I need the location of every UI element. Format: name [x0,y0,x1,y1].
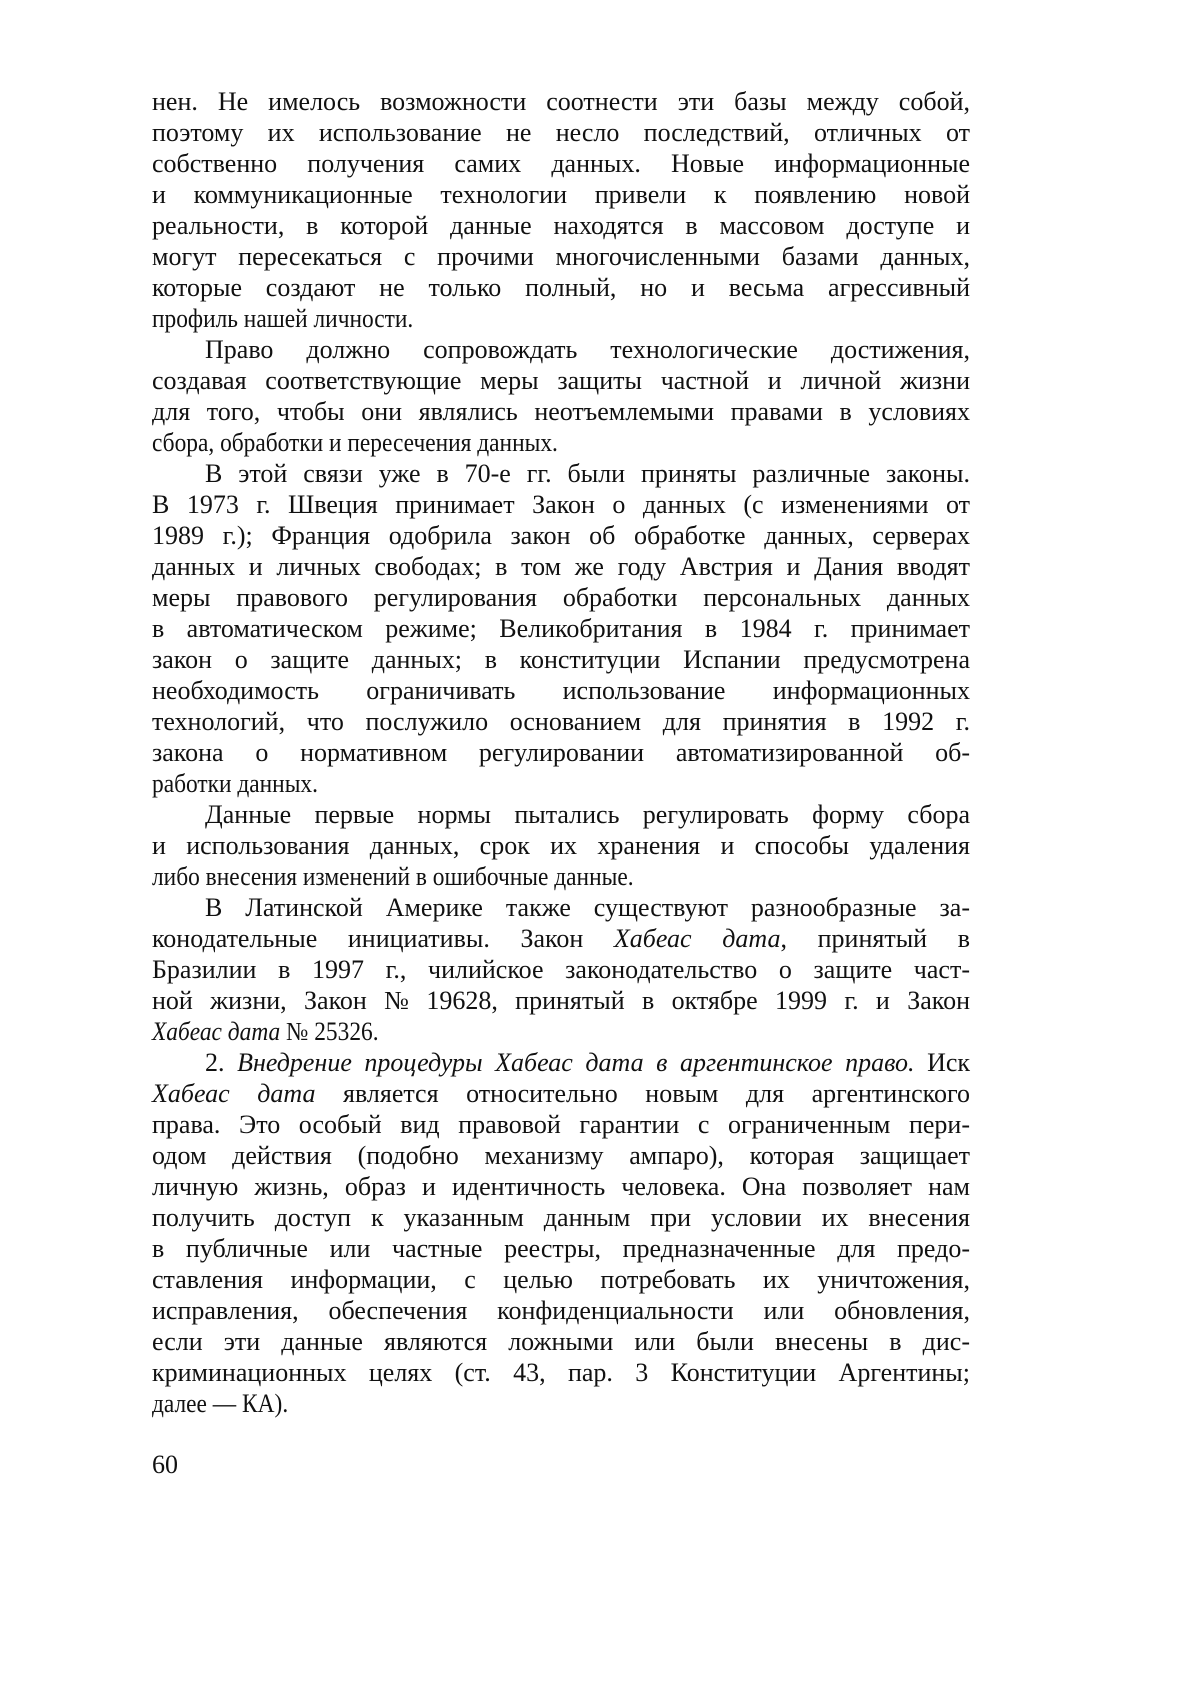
paragraph [152,892,970,1047]
line-content [152,148,970,179]
text-line [152,1357,970,1388]
line-content [152,210,970,241]
italic-text: Хабеас дата [152,1079,315,1108]
line-content [152,117,970,148]
line-content [152,861,634,892]
line-content [205,892,970,923]
text-segment: получить доступ к указанным данным при условии их внесения [152,1203,970,1232]
text-line [152,799,970,830]
text-segment: в автоматическом режиме; Великобритания в 1984 г. принимает [152,614,970,643]
line-content [152,923,970,954]
text-segment: необходимость ограничивать использование информационных [152,676,970,705]
text-line [152,458,970,489]
text-segment: , принятый в [781,924,971,953]
line-content [152,1264,970,1295]
italic-text: Хабеас дата [614,924,781,953]
text-segment: работки данных. [152,769,318,798]
line-content [152,489,970,520]
text-line [152,1233,970,1264]
text-segment: сбора, обработки и пересечения данных. [152,428,558,457]
line-content [152,768,318,799]
line-content [152,241,970,272]
line-content [152,179,970,210]
line-content [152,1016,379,1047]
text-segment: могут пересекаться с прочими многочисленными базами данных, [152,242,970,271]
line-content [205,458,970,489]
text-line [152,303,970,334]
text-line [152,892,970,923]
text-segment: ной жизни, Закон № 19628, принятый в октябре 1999 г. и Закон [152,986,970,1015]
text-line [152,613,970,644]
text-segment: 1989 г.); Франция одобрила закон об обработке данных, серверах [152,521,970,550]
text-line [152,1109,970,1140]
line-content [152,551,970,582]
text-line [152,1388,970,1419]
text-line [152,1171,970,1202]
line-content [152,1295,970,1326]
text-line [152,551,970,582]
text-segment: собственно получения самих данных. Новые информационные [152,149,970,178]
text-segment: конодательные инициативы. Закон [152,924,614,953]
line-content [152,396,970,427]
text-segment: исправления, обеспечения конфиденциальности или обновления, [152,1296,970,1325]
text-line [152,954,970,985]
text-segment: реальности, в которой данные находятся в массовом доступе и [152,211,970,240]
paragraph [152,86,970,334]
text-segment: права. Это особый вид правовой гарантии с ограниченным пери- [152,1110,970,1139]
text-segment: нен. Не имелось возможности соотнести эти базы между собой, [152,87,970,116]
text-segment: личную жизнь, образ и идентичность человека. Она позволяет нам [152,1172,970,1201]
text-segment: и коммуникационные технологии привели к появлению новой [152,180,970,209]
text-segment: является относительно новым для аргентинского [315,1079,970,1108]
line-content [152,1326,970,1357]
text-segment: и использования данных, срок их хранения и способы удаления [152,831,970,860]
italic-text: Внедрение процедуры Хабеас дата в аргентинское право. [237,1048,914,1077]
text-segment: меры правового регулирования обработки персональных данных [152,583,970,612]
line-content [152,365,970,396]
paragraph [152,458,970,799]
text-segment: в публичные или частные реестры, предназначенные для предо- [152,1234,970,1263]
text-segment: № 25326. [280,1017,378,1046]
line-content [152,1140,970,1171]
text-segment: для того, чтобы они являлись неотъемлемыми правами в условиях [152,397,970,426]
line-content [152,1109,970,1140]
text-line [152,644,970,675]
text-segment: Иск [915,1048,971,1077]
text-line [152,148,970,179]
text-line [152,1264,970,1295]
line-content [152,830,970,861]
text-line [152,985,970,1016]
line-content [152,1357,970,1388]
line-content [152,1233,970,1264]
text-line [152,923,970,954]
text-line [152,272,970,303]
line-content [152,86,970,117]
text-segment: далее — КА). [152,1389,288,1418]
text-segment: закона о нормативном регулировании автоматизированной об- [152,738,970,767]
paragraph [152,334,970,458]
text-line [152,427,970,458]
text-segment: профиль нашей личности. [152,304,413,333]
text-line [152,1047,970,1078]
text-segment: которые создают не только полный, но и весьма агрессивный [152,273,970,302]
text-segment: ставления информации, с целью потребовать их уничтожения, [152,1265,970,1294]
text-segment: В этой связи уже в 70-е гг. были приняты различные законы. [205,459,970,488]
line-content [152,985,970,1016]
line-content [152,954,970,985]
text-segment: Бразилии в 1997 г., чилийское законодательство о защите част- [152,955,970,984]
text-segment: 2. [205,1048,237,1077]
line-content [152,706,970,737]
text-line [152,489,970,520]
text-line [152,737,970,768]
text-line [152,706,970,737]
paragraph [152,1047,970,1419]
text-line [152,1202,970,1233]
line-content [152,737,970,768]
line-content [152,675,970,706]
text-line [152,210,970,241]
text-line [152,1140,970,1171]
body-text [152,86,970,1419]
text-segment: поэтому их использование не несло последствий, отличных от [152,118,970,147]
text-line [152,675,970,706]
text-segment: технологий, что послужило основанием для принятия в 1992 г. [152,707,970,736]
line-content [152,582,970,613]
page-number: 60 [152,1450,178,1480]
text-segment: В Латинской Америке также существуют разнообразные за- [205,893,970,922]
line-content [152,1171,970,1202]
text-line [152,86,970,117]
text-line [152,241,970,272]
text-segment: закон о защите данных; в конституции Испании предусмотрена [152,645,970,674]
paragraph [152,799,970,892]
text-segment: одом действия (подобно механизму ампаро), которая защищает [152,1141,970,1170]
line-content [205,799,970,830]
text-line [152,768,970,799]
line-content [152,427,558,458]
line-content [152,1078,970,1109]
text-line [152,861,970,892]
line-content [152,303,413,334]
text-segment: криминационных целях (ст. 43, пар. 3 Конституции Аргентины; [152,1358,970,1387]
line-content [152,1388,288,1419]
text-line [152,179,970,210]
text-line [152,1295,970,1326]
text-segment: Данные первые нормы пытались регулировать форму сбора [205,800,970,829]
text-line [152,1078,970,1109]
text-line [152,1016,970,1047]
line-content [152,1202,970,1233]
line-content [205,334,970,365]
line-content [152,613,970,644]
line-content [205,1047,970,1078]
text-segment: Право должно сопровождать технологические достижения, [205,335,970,364]
text-line [152,830,970,861]
text-segment: если эти данные являются ложными или были внесены в дис- [152,1327,970,1356]
text-segment: данных и личных свободах; в том же году Австрия и Дания вводят [152,552,970,581]
text-line [152,1326,970,1357]
line-content [152,520,970,551]
text-line [152,117,970,148]
text-line [152,365,970,396]
line-content [152,644,970,675]
text-segment: В 1973 г. Швеция принимает Закон о данных (с изменениями от [152,490,970,519]
text-segment: создавая соответствующие меры защиты частной и личной жизни [152,366,970,395]
italic-text: Хабеас дата [152,1017,280,1046]
text-line [152,582,970,613]
line-content [152,272,970,303]
text-line [152,334,970,365]
text-line [152,396,970,427]
text-segment: либо внесения изменений в ошибочные данные. [152,862,634,891]
text-line [152,520,970,551]
